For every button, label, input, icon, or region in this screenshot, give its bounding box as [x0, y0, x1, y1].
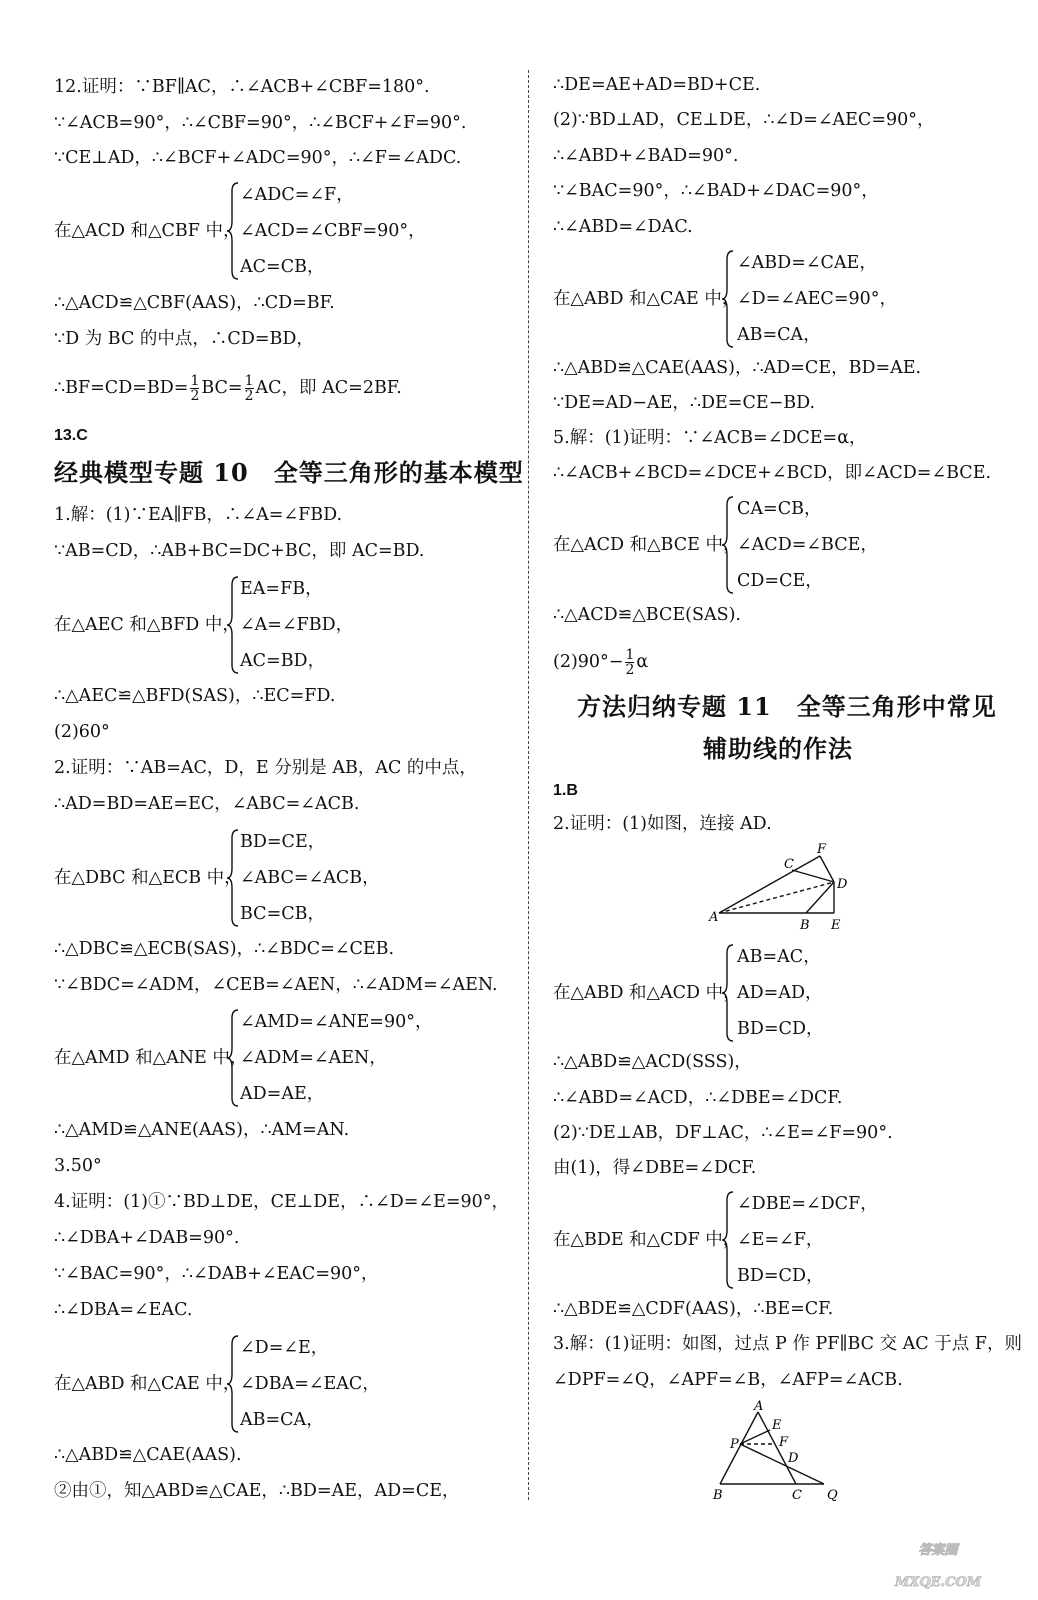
equation-system	[553, 1190, 1013, 1290]
geometry-figure-2	[708, 1400, 848, 1502]
system-line: AD=AD，	[737, 983, 823, 1003]
label-e: E	[831, 918, 841, 933]
segment-cd	[792, 870, 834, 882]
system-line: ∠D=∠E，	[240, 1338, 329, 1358]
brace-icon	[721, 943, 735, 1043]
equation-system	[54, 181, 514, 281]
text-line: ∴△ABD≌△CAE(AAS)，∴AD=CE，BD=AE.	[553, 358, 922, 378]
text-line: ∴∠DBA+∠DAB=90°.	[54, 1228, 240, 1248]
text-line: ∵∠BDC=∠ADM，∠CEB=∠AEN，∴∠ADM=∠AEN.	[54, 975, 498, 995]
text-line: 1.B	[553, 782, 578, 799]
system-line: ∠D=∠AEC=90°，	[737, 289, 898, 309]
equation-system	[553, 249, 1013, 349]
system-line: ∠ABC=∠ACB，	[240, 868, 380, 888]
section-heading: 经典模型专题 10 全等三角形的基本模型	[54, 458, 524, 487]
text-line: ∴△ABD≌△CAE(AAS).	[54, 1445, 242, 1465]
system-line: BC=CB，	[240, 904, 325, 924]
text-line: 2.证明：(1)如图，连接 AD.	[553, 814, 772, 834]
label-d: D	[788, 1451, 799, 1466]
svg-text:答案圈: 答案圈	[918, 1543, 958, 1558]
label-c: C	[784, 857, 794, 872]
text-line: ∴∠ABD=∠DAC.	[553, 217, 693, 237]
label-p: P	[730, 1437, 739, 1452]
text-line-with-fraction: ∴BF=CD=BD= $\frac{1}{2}$ BC= $\frac{1}{2}$ AC，即 AC=2BF.	[54, 373, 402, 404]
system-label: 在△ABD 和△CAE 中，	[54, 1374, 241, 1394]
text-line: ②由①，知△ABD≌△CAE，∴BD=AE，AD=CE，	[54, 1481, 460, 1501]
fraction: $\frac{1}{2}$	[190, 373, 200, 404]
text-line: ∴△AEC≌△BFD(SAS)，∴EC=FD.	[54, 686, 336, 706]
system-line: AB=CA，	[737, 325, 821, 345]
system-label: 在△BDE 和△CDF 中，	[553, 1230, 741, 1250]
equation-system	[553, 495, 1013, 595]
text-line: ∵∠BAC=90°，∴∠DAB+∠EAC=90°，	[54, 1264, 379, 1284]
watermark-logo	[820, 1514, 1020, 1594]
system-line: BD=CE，	[240, 832, 326, 852]
brace-icon	[226, 828, 240, 928]
system-line: BD=CD，	[737, 1266, 824, 1286]
text-line: 13.C	[54, 427, 88, 444]
text-line: ∴AD=BD=AE=EC，∠ABC=∠ACB.	[54, 794, 360, 814]
system-line: ∠ACD=∠CBF=90°，	[240, 221, 426, 241]
text-line: ∴△ABD≌△ACD(SSS)，	[553, 1052, 752, 1072]
system-line: AB=AC，	[737, 947, 821, 967]
geometry-figure-1	[708, 842, 868, 934]
system-line: ∠AMD=∠ANE=90°，	[240, 1012, 433, 1032]
equation-system	[553, 943, 1013, 1043]
label-b: B	[800, 918, 810, 933]
equation-system	[54, 575, 514, 675]
segment-bd	[806, 882, 834, 913]
brace-icon	[721, 1190, 735, 1290]
label-b: B	[713, 1488, 723, 1502]
label-d: D	[837, 877, 848, 892]
segment-ab	[720, 1412, 758, 1484]
label-f: F	[779, 1435, 789, 1450]
system-label: 在△AEC 和△BFD 中，	[54, 615, 240, 635]
label-q: Q	[827, 1488, 838, 1502]
text-line: ∴DE=AE+AD=BD+CE.	[553, 75, 761, 95]
system-line: ∠DBE=∠DCF，	[737, 1194, 878, 1214]
text-line: 1.解：(1)∵EA∥FB，∴∠A=∠FBD.	[54, 505, 343, 525]
segment-af	[719, 856, 820, 913]
brace-icon	[721, 249, 735, 349]
system-line: ∠ABD=∠CAE，	[737, 253, 877, 273]
text-line: 3.解：(1)证明：如图，过点 P 作 PF∥BC 交 AC 于点 F，则	[553, 1334, 1022, 1354]
text-line: ∠DPF=∠Q，∠APF=∠B，∠AFP=∠ACB.	[553, 1370, 903, 1390]
text-line: ∴△DBC≌△ECB(SAS)，∴∠BDC=∠CEB.	[54, 939, 395, 959]
text-line: ∵CE⊥AD，∴∠BCF+∠ADC=90°，∴∠F=∠ADC.	[54, 148, 462, 168]
system-line: ∠ADM=∠AEN，	[240, 1048, 387, 1068]
brace-icon	[226, 575, 240, 675]
system-label: 在△ACD 和△CBF 中，	[54, 221, 241, 241]
label-c: C	[792, 1488, 802, 1502]
text-line: ∵DE=AD−AE，∴DE=CE−BD.	[553, 393, 816, 413]
system-line: AC=BD，	[240, 651, 326, 671]
text-line: 5.解：(1)证明：∵∠ACB=∠DCE=α，	[553, 428, 867, 448]
label-e: E	[772, 1418, 782, 1433]
brace-icon	[721, 495, 735, 595]
brace-icon	[226, 1008, 240, 1108]
text-line: (2)60°	[54, 722, 110, 742]
text-line: ∵∠ACB=90°，∴∠CBF=90°，∴∠BCF+∠F=90°.	[54, 113, 467, 133]
fraction: $\frac{1}{2}$	[244, 373, 254, 404]
svg-text:MXQE.COM: MXQE.COM	[894, 1575, 982, 1590]
section-heading: 辅助线的作法	[703, 734, 853, 763]
system-line: ∠A=∠FBD，	[240, 615, 354, 635]
system-label: 在△ABD 和△CAE 中，	[553, 289, 740, 309]
text-line: ∵D 为 BC 的中点，∴CD=BD，	[54, 329, 314, 349]
system-line: AC=CB，	[240, 257, 325, 277]
equation-system	[54, 1334, 514, 1434]
label-a: A	[754, 1400, 764, 1414]
system-label: 在△AMD 和△ANE 中，	[54, 1048, 248, 1068]
system-line: BD=CD，	[737, 1019, 824, 1039]
system-line: ∠E=∠F，	[737, 1230, 824, 1250]
system-line: CD=CE，	[737, 571, 823, 591]
system-line: ∠DBA=∠EAC，	[240, 1374, 380, 1394]
system-label: 在△DBC 和△ECB 中，	[54, 868, 242, 888]
text-line: (2)∵BD⊥AD，CE⊥DE，∴∠D=∠AEC=90°，	[553, 110, 935, 130]
system-line: CA=CB，	[737, 499, 822, 519]
text-line: ∴△BDE≌△CDF(AAS)，∴BE=CF.	[553, 1299, 834, 1319]
system-line: AD=AE，	[240, 1084, 325, 1104]
text-line: ∴∠ABD+∠BAD=90°.	[553, 146, 739, 166]
text-line: 2.证明：∵AB=AC，D，E 分别是 AB，AC 的中点，	[54, 758, 477, 778]
text-line: ∴∠ACB+∠BCD=∠DCE+∠BCD，即∠ACD=∠BCE.	[553, 463, 992, 483]
equation-system	[54, 1008, 514, 1108]
system-line: AB=CA，	[240, 1410, 324, 1430]
text-line: ∴△ACD≌△BCE(SAS).	[553, 605, 741, 625]
text-line: (2)∵DE⊥AB，DF⊥AC，∴∠E=∠F=90°.	[553, 1123, 893, 1143]
system-label: 在△ACD 和△BCE 中，	[553, 535, 741, 555]
text-line: ∴∠DBA=∠EAC.	[54, 1300, 193, 1320]
brace-icon	[226, 1334, 240, 1434]
segment-pq	[740, 1444, 824, 1484]
segment-ad-dashed	[719, 882, 834, 913]
system-line: EA=FB，	[240, 579, 323, 599]
text-line: ∵AB=CD，∴AB+BC=DC+BC，即 AC=BD.	[54, 541, 425, 561]
label-a: A	[709, 910, 719, 925]
text-line-with-fraction: (2)90°− $\frac{1}{2}$ α	[553, 647, 649, 678]
label-f: F	[817, 842, 827, 857]
text-line: ∴△ACD≌△CBF(AAS)，∴CD=BF.	[54, 293, 335, 313]
text-line: ∵∠BAC=90°，∴∠BAD+∠DAC=90°，	[553, 181, 879, 201]
system-line: ∠ACD=∠BCE，	[737, 535, 878, 555]
brace-icon	[226, 181, 240, 281]
equation-system	[54, 828, 514, 928]
text-line: ∴△AMD≌△ANE(AAS)，∴AM=AN.	[54, 1120, 350, 1140]
text-line: 3.50°	[54, 1156, 102, 1176]
text-line: ∴∠ABD=∠ACD，∴∠DBE=∠DCF.	[553, 1088, 843, 1108]
system-label: 在△ABD 和△ACD 中，	[553, 983, 741, 1003]
text-line: 12.证明：∵BF∥AC，∴∠ACB+∠CBF=180°.	[54, 77, 430, 97]
fraction: $\frac{1}{2}$	[625, 647, 635, 678]
text-line: 由(1)，得∠DBE=∠DCF.	[553, 1158, 757, 1178]
section-heading: 方法归纳专题 11 全等三角形中常见	[577, 692, 997, 721]
system-line: ∠ADC=∠F，	[240, 185, 354, 205]
column-divider	[528, 70, 529, 1500]
text-line: 4.证明：(1)①∵BD⊥DE，CE⊥DE，∴∠D=∠E=90°，	[54, 1192, 510, 1212]
